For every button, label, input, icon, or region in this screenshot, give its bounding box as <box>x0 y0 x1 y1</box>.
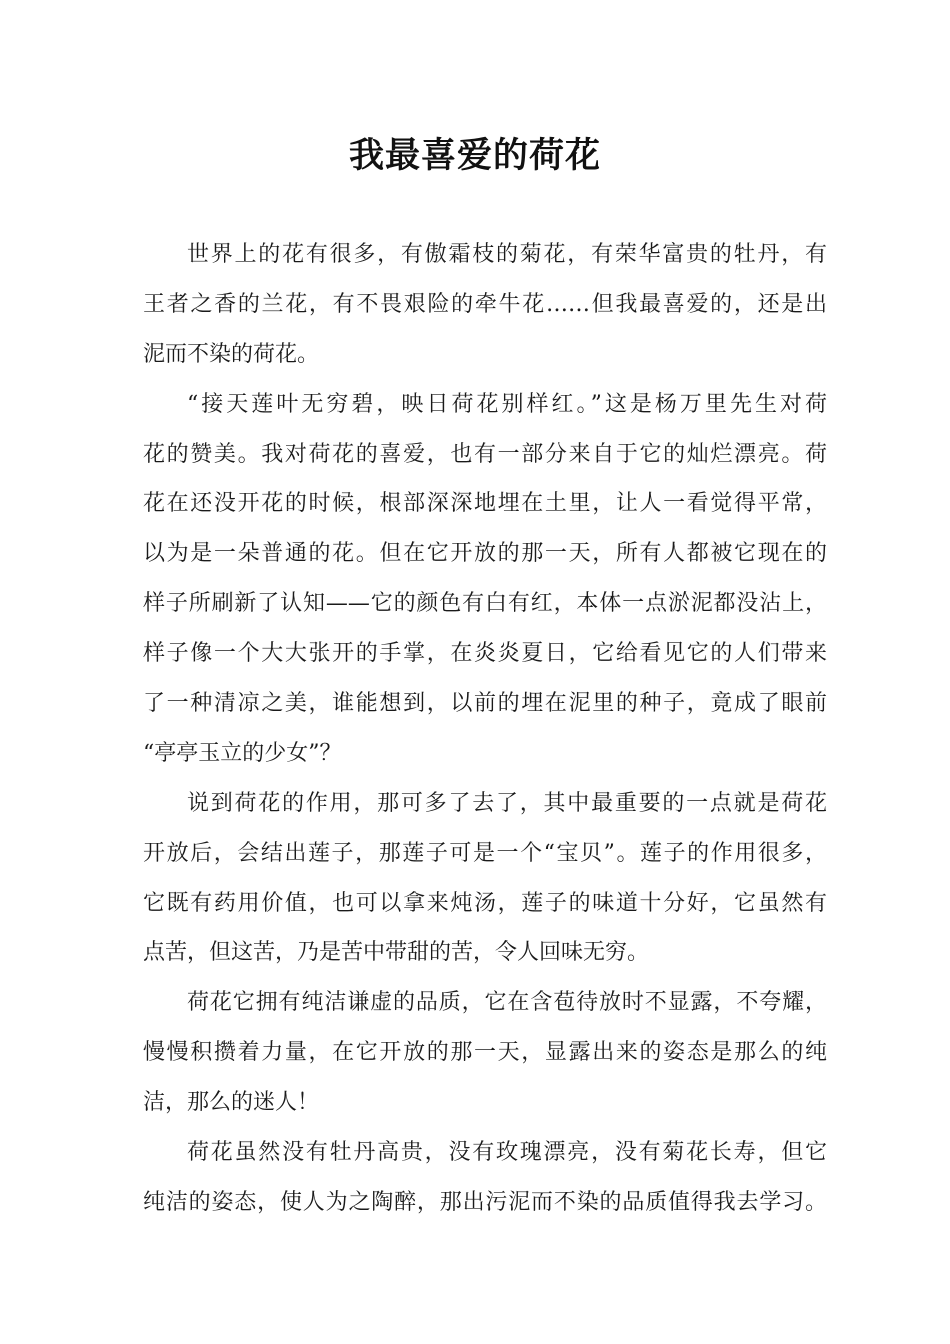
paragraph-1-line-1: 世界上的花有很多，有傲霜枝的菊花，有荣华富贵的牡丹，有 <box>187 242 827 267</box>
paragraph-1-line-2: 王者之香的兰花，有不畏艰险的牵牛花……但我最喜爱的，还是出 <box>143 291 827 317</box>
paragraph-2-line-8: “亭亭玉立的少女”？ <box>143 740 342 766</box>
paragraph-4-line-1: 荷花它拥有纯洁谦虚的品质，它在含苞待放时不显露，不夸耀， <box>187 990 827 1016</box>
paragraph-2-line-4: 以为是一朵普通的花。但在它开放的那一天，所有人都被它现在的 <box>143 541 827 567</box>
paragraph-5-line-2: 纯洁的姿态，使人为之陶醉，那出污泥而不染的品质值得我去学习。 <box>143 1189 827 1215</box>
paragraph-2-line-3: 花在还没开花的时候，根部深深地埋在土里，让人一看觉得平常， <box>143 491 827 517</box>
paragraph-2-line-5: 样子所刷新了认知——它的颜色有白有红，本体一点淤泥都没沾上， <box>143 591 827 617</box>
paragraph-2-line-7: 了一种清凉之美，谁能想到，以前的埋在泥里的种子，竟成了眼前 <box>143 691 827 717</box>
document-title: 我最喜爱的荷花 <box>348 136 601 176</box>
paragraph-1-line-3: 泥而不染的荷花。 <box>143 341 320 367</box>
paragraph-4-line-3: 洁，那么的迷人！ <box>143 1090 320 1116</box>
paragraph-3-line-1: 说到荷花的作用，那可多了去了，其中最重要的一点就是荷花 <box>187 790 827 816</box>
document-body <box>143 230 827 1228</box>
paragraph-3-line-4: 点苦，但这苦，乃是苦中带甜的苦，令人回味无穷。 <box>143 940 650 966</box>
paragraph-4-line-2: 慢慢积攒着力量，在它开放的那一天，显露出来的姿态是那么的纯 <box>143 1040 827 1066</box>
paragraph-2-line-2: 花的赞美。我对荷花的喜爱，也有一部分来自于它的灿烂漂亮。荷 <box>143 441 827 467</box>
paragraph-2-line-1: “接天莲叶无穷碧，映日荷花别样红。”这是杨万里先生对荷 <box>187 391 827 417</box>
paragraph-2-line-6: 样子像一个大大张开的手掌，在炎炎夏日，它给看见它的人们带来 <box>143 641 827 667</box>
paragraph-3-line-2: 开放后，会结出莲子，那莲子可是一个“宝贝”。莲子的作用很多， <box>143 840 827 866</box>
paragraph-5-line-1: 荷花虽然没有牡丹高贵，没有玫瑰漂亮，没有菊花长寿，但它 <box>187 1140 827 1166</box>
paragraph-3-line-3: 它既有药用价值，也可以拿来炖汤，莲子的味道十分好，它虽然有 <box>143 890 827 916</box>
